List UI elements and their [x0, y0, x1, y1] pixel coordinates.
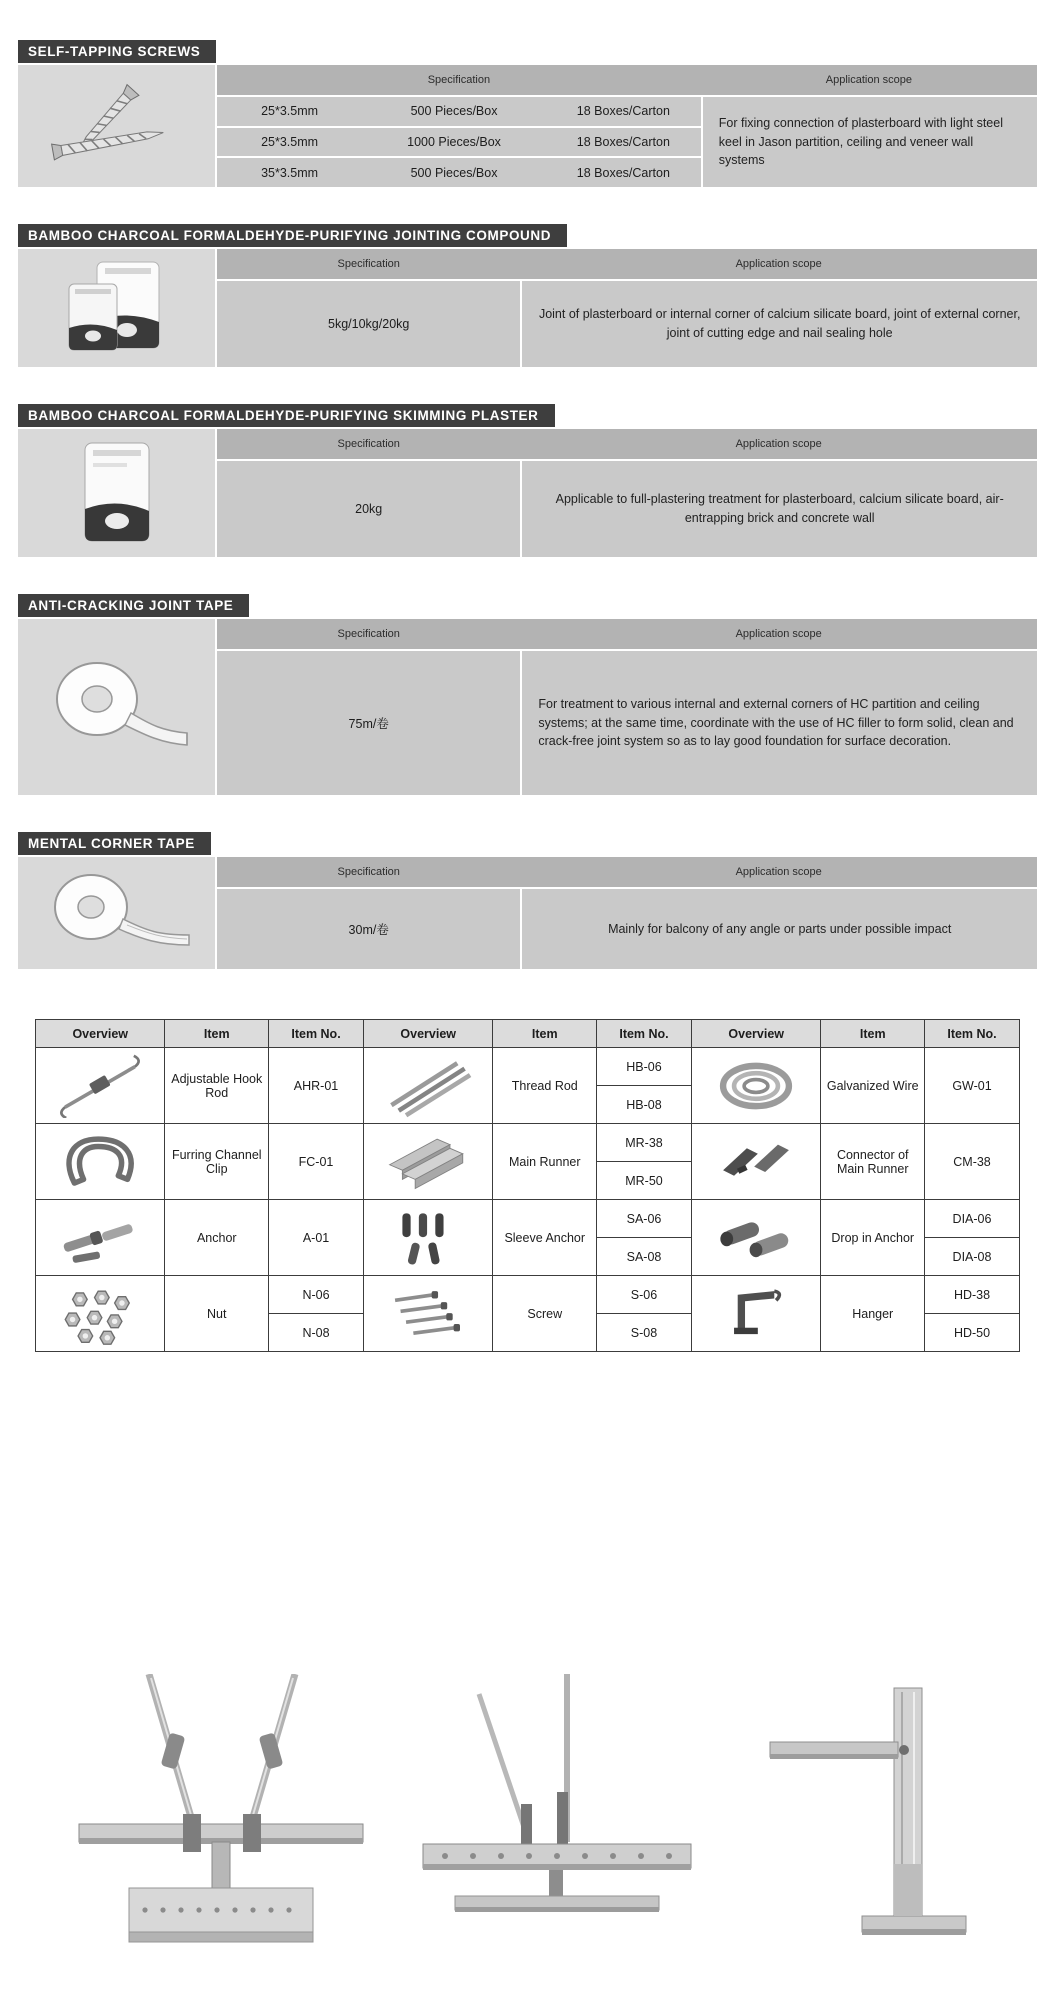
overview-cell [36, 1276, 165, 1352]
specification-value: 20kg [355, 502, 383, 516]
section-title-text: ANTI-CRACKING JOINT TAPE [28, 598, 234, 613]
anchor-icon [52, 1206, 148, 1270]
spec-size: 25*3.5mm [261, 104, 319, 119]
section-body [18, 429, 1037, 557]
section-title-text: BAMBOO CHARCOAL FORMALDEHYDE-PURIFYING JOINTING COMPOUND [28, 228, 552, 243]
item-no-cell: CM-38 [925, 1124, 1020, 1200]
header-itemno-2: Item No. [597, 1020, 692, 1048]
section-title-text: SELF-TAPPING SCREWS [28, 44, 201, 59]
application-scope-text: Mainly for balcony of any angle or parts under possible impact [520, 889, 1037, 969]
product-image-panel [18, 429, 215, 557]
item-no-cell: HD-38 [925, 1276, 1020, 1314]
product-image-panel [18, 619, 215, 795]
section-jointing-compound [18, 224, 1037, 367]
specification-value: 30m/卷 [348, 923, 389, 937]
header-overview-1: Overview [36, 1020, 165, 1048]
nut-icon [52, 1282, 148, 1346]
suspension-assembly-1-image [71, 1674, 371, 1994]
spec-pack: 500 Pieces/Box [410, 104, 498, 119]
furring-channel-clip-icon [52, 1130, 148, 1194]
product-image-panel [18, 65, 215, 187]
parts-row [36, 1200, 1020, 1238]
item-no-cell: DIA-08 [925, 1238, 1020, 1276]
item-no-cell: MR-38 [597, 1124, 692, 1162]
overview-cell [691, 1048, 820, 1124]
item-cell: Thread Rod [493, 1048, 597, 1124]
table-header-row [217, 249, 1037, 279]
item-cell: Main Runner [493, 1124, 597, 1200]
item-no-cell: HB-08 [597, 1086, 692, 1124]
item-no-cell: MR-50 [597, 1162, 692, 1200]
item-no-cell: FC-01 [269, 1124, 364, 1200]
item-cell: Hanger [821, 1276, 925, 1352]
section-title-bar [18, 40, 216, 63]
item-no-cell: A-01 [269, 1200, 364, 1276]
header-item-1: Item [165, 1020, 269, 1048]
product-image-panel [18, 249, 215, 367]
item-cell: Drop in Anchor [821, 1200, 925, 1276]
section-body [18, 65, 1037, 187]
item-no-cell: AHR-01 [269, 1048, 364, 1124]
parts-row [36, 1048, 1020, 1086]
hanger-icon [708, 1282, 804, 1346]
assembly-photos [18, 1664, 1037, 1994]
specification-header: Specification [337, 438, 400, 450]
item-cell: Connector of Main Runner [821, 1124, 925, 1200]
product-image-panel [18, 857, 215, 969]
table-header-row [217, 65, 1037, 95]
item-cell: Anchor [165, 1200, 269, 1276]
skimming-plaster-bag-image [71, 439, 163, 547]
suspension-assembly-2-image [417, 1674, 697, 1994]
section-title-text: MENTAL CORNER TAPE [28, 836, 195, 851]
item-no-cell: GW-01 [925, 1048, 1020, 1124]
application-scope-header: Application scope [735, 866, 822, 878]
section-body [18, 619, 1037, 795]
header-itemno-3: Item No. [925, 1020, 1020, 1048]
section-title-bar [18, 832, 211, 855]
section-title-text: BAMBOO CHARCOAL FORMALDEHYDE-PURIFYING SKIMMING PLASTER [28, 408, 539, 423]
item-cell: Furring Channel Clip [165, 1124, 269, 1200]
drop-in-anchor-icon [708, 1206, 804, 1270]
spec-table [217, 857, 1037, 969]
specification-header: Specification [337, 866, 400, 878]
item-no-cell: N-08 [269, 1314, 364, 1352]
specification-value: 75m/卷 [348, 717, 389, 731]
main-runner-icon [380, 1130, 476, 1194]
overview-cell [691, 1124, 820, 1200]
overview-cell [691, 1276, 820, 1352]
overview-cell [363, 1048, 492, 1124]
specification-value: 5kg/10kg/20kg [328, 317, 410, 331]
overview-cell [36, 1124, 165, 1200]
table-header-row [217, 619, 1037, 649]
table-body-row [217, 889, 1037, 969]
spec-carton: 18 Boxes/Carton [576, 135, 670, 149]
table-body-row [217, 651, 1037, 795]
spec-pack: 500 Pieces/Box [410, 165, 498, 180]
item-no-cell: HD-50 [925, 1314, 1020, 1352]
header-overview-3: Overview [691, 1020, 820, 1048]
table-body-row [217, 461, 1037, 557]
section-title-bar [18, 404, 555, 427]
assembly-photo-2 [417, 1674, 697, 1994]
wall-bracket-image [744, 1664, 984, 1994]
specification-column [217, 97, 701, 187]
item-cell: Nut [165, 1276, 269, 1352]
spec-row [217, 97, 701, 128]
section-mental-corner-tape [18, 832, 1037, 969]
galvanized-wire-icon [708, 1054, 804, 1118]
item-cell: Sleeve Anchor [493, 1200, 597, 1276]
overview-cell [363, 1124, 492, 1200]
item-no-cell: SA-08 [597, 1238, 692, 1276]
spec-table [217, 429, 1037, 557]
header-item-2: Item [493, 1020, 597, 1048]
spec-table [217, 65, 1037, 187]
spec-table [217, 619, 1037, 795]
specification-header: Specification [427, 74, 491, 86]
item-cell: Screw [493, 1276, 597, 1352]
section-body [18, 857, 1037, 969]
overview-cell [36, 1048, 165, 1124]
section-body [18, 249, 1037, 367]
spec-carton: 18 Boxes/Carton [576, 165, 670, 180]
application-scope-text: Joint of plasterboard or internal corner of calcium silicate board, joint of external corner, joint of cutting edge and nail sealing hole [520, 281, 1037, 367]
spec-row [217, 158, 701, 187]
overview-cell [691, 1200, 820, 1276]
item-no-cell: S-06 [597, 1276, 692, 1314]
item-no-cell: HB-06 [597, 1048, 692, 1086]
self-tapping-screws-image [37, 74, 197, 178]
table-body-row [217, 281, 1037, 367]
table-header-row [217, 857, 1037, 887]
header-itemno-1: Item No. [269, 1020, 364, 1048]
connector-of-main-runner-icon [708, 1130, 804, 1194]
screw-icon [380, 1282, 476, 1346]
overview-cell [36, 1200, 165, 1276]
specification-header: Specification [337, 258, 400, 270]
spec-size: 25*3.5mm [261, 135, 319, 149]
section-title-bar [18, 224, 567, 247]
overview-cell [363, 1200, 492, 1276]
table-body-row [217, 97, 1037, 187]
item-cell: Galvanized Wire [821, 1048, 925, 1124]
application-scope-text: For treatment to various internal and external corners of HC partition and ceiling systems; at the same time, coordinate with the use of HC filler to form solid, clean and crack-free joint system so as to lay good foundation for surface decoration. [520, 651, 1037, 795]
application-scope-text: Applicable to full-plastering treatment for plasterboard, calcium silicate board, air-entrapping brick and concrete wall [520, 461, 1037, 557]
spec-pack: 1000 Pieces/Box [407, 135, 501, 149]
section-self-tapping-screws [18, 40, 1037, 187]
application-scope-header: Application scope [735, 438, 822, 450]
parts-row [36, 1276, 1020, 1314]
parts-table [35, 1019, 1020, 1352]
joint-tape-roll-image [39, 649, 195, 765]
item-no-cell: N-06 [269, 1276, 364, 1314]
application-scope-header: Application scope [825, 74, 912, 86]
application-scope-text: For fixing connection of plasterboard with light steel keel in Jason partition, ceiling and veneer wall systems [701, 97, 1037, 187]
spec-table [217, 249, 1037, 367]
application-scope-header: Application scope [735, 258, 822, 270]
specification-header: Specification [337, 628, 400, 640]
item-no-cell: SA-06 [597, 1200, 692, 1238]
header-overview-2: Overview [363, 1020, 492, 1048]
parts-table-header-row [36, 1020, 1020, 1048]
assembly-photo-1 [71, 1674, 371, 1994]
overview-cell [363, 1276, 492, 1352]
spec-carton: 18 Boxes/Carton [576, 104, 670, 119]
sleeve-anchor-icon [380, 1206, 476, 1270]
thread-rod-icon [380, 1054, 476, 1118]
parts-row [36, 1124, 1020, 1162]
corner-tape-roll-image [39, 865, 195, 961]
item-no-cell: S-08 [597, 1314, 692, 1352]
header-item-3: Item [821, 1020, 925, 1048]
spec-size: 35*3.5mm [261, 165, 319, 180]
section-skimming-plaster [18, 404, 1037, 557]
section-anti-cracking-joint-tape [18, 594, 1037, 795]
section-title-bar [18, 594, 249, 617]
table-header-row [217, 429, 1037, 459]
adjustable-hook-rod-icon [52, 1054, 148, 1118]
item-cell: Adjustable Hook Rod [165, 1048, 269, 1124]
jointing-compound-bags-image [57, 258, 177, 358]
assembly-photo-3 [744, 1664, 984, 1994]
application-scope-header: Application scope [735, 628, 822, 640]
spec-row [217, 128, 701, 159]
item-no-cell: DIA-06 [925, 1200, 1020, 1238]
